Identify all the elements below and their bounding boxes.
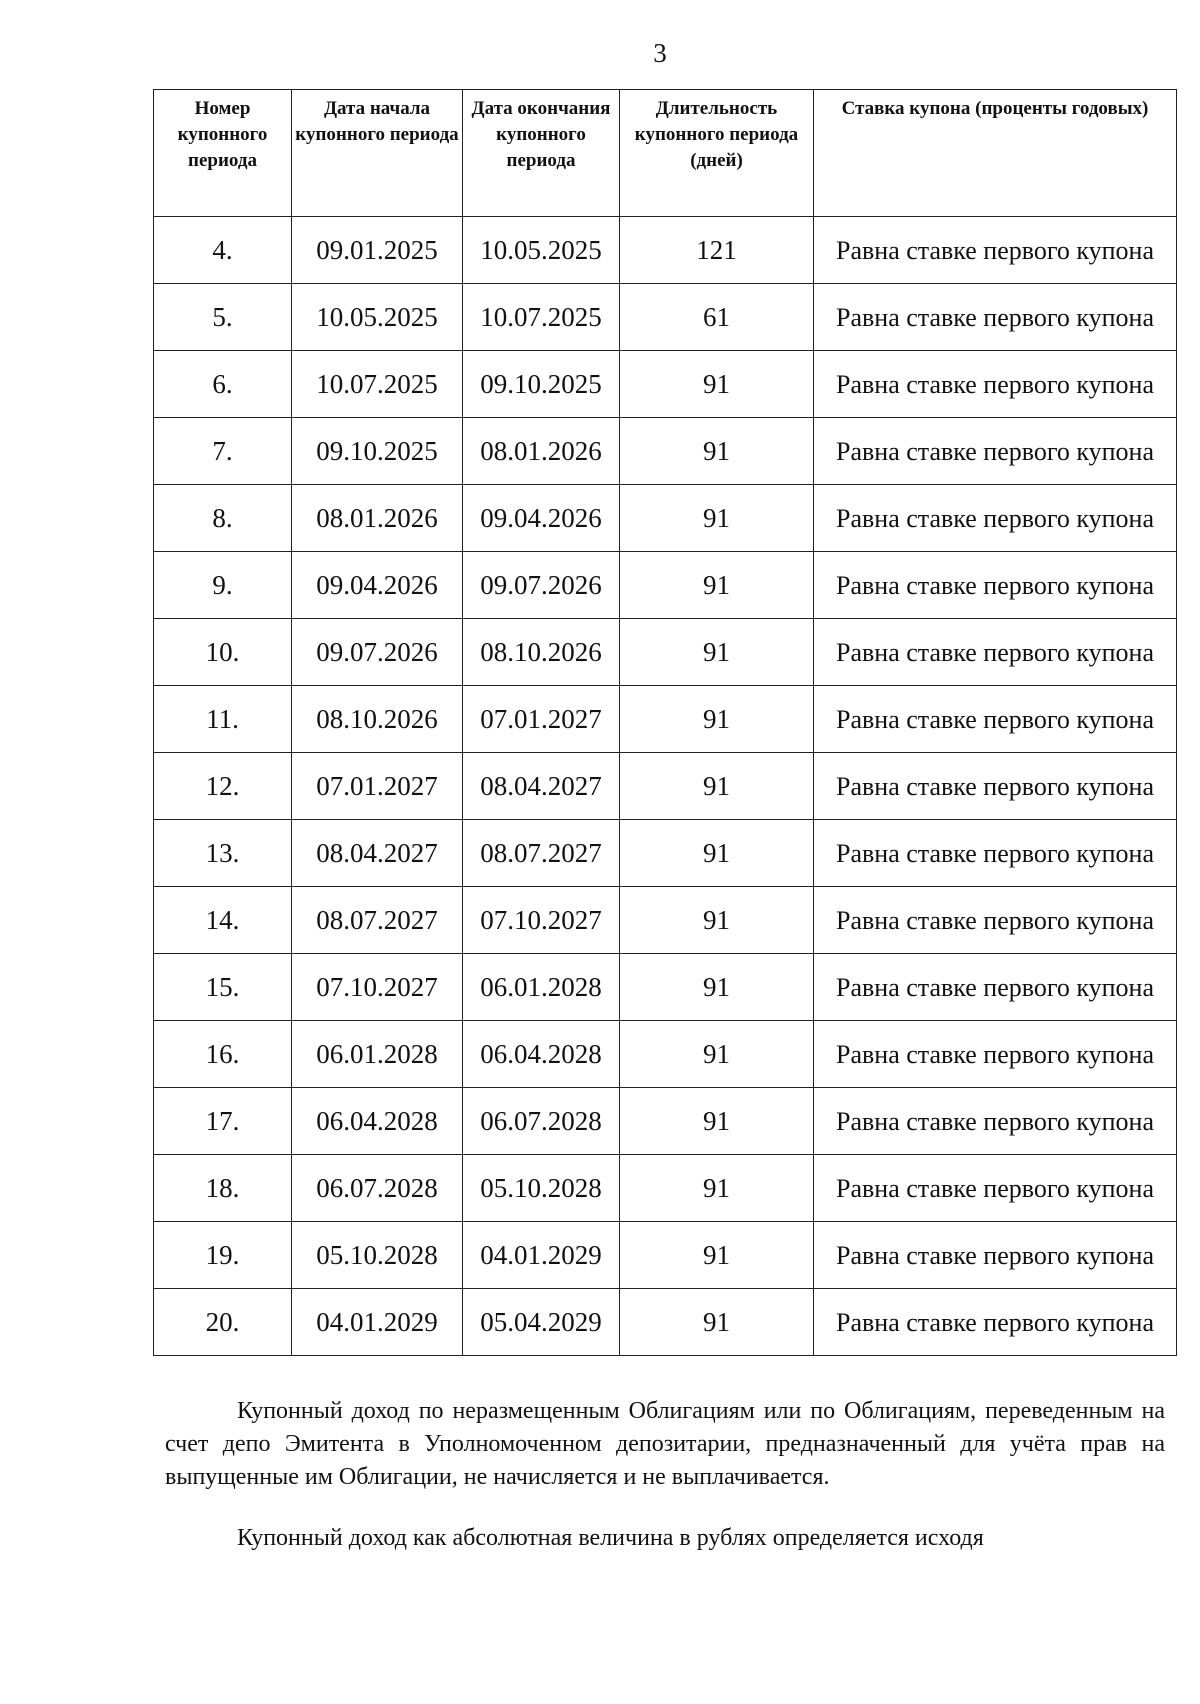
paragraph-text: Купонный доход по неразмещенным Облигациям или по Облигациям, переведенным на счет депо Эмитента в Уполномоченном депозитарии, предназначенный для учёта прав на выпущенные им Облигации, не начисляется и не выплачивается. <box>165 1398 1165 1490</box>
cell-coupon-rate: Равна ставке первого купона <box>814 1155 1177 1222</box>
cell-end-date: 09.04.2026 <box>463 485 620 552</box>
coupon-schedule-table <box>153 89 1177 1356</box>
table-row <box>154 1155 1177 1222</box>
cell-period-number: 6. <box>154 351 292 418</box>
cell-end-date: 10.07.2025 <box>463 284 620 351</box>
cell-coupon-rate: Равна ставке первого купона <box>814 552 1177 619</box>
cell-duration: 91 <box>620 485 814 552</box>
cell-end-date: 10.05.2025 <box>463 217 620 284</box>
cell-duration: 91 <box>620 1289 814 1356</box>
cell-duration: 61 <box>620 284 814 351</box>
cell-start-date: 10.07.2025 <box>292 351 463 418</box>
cell-duration: 91 <box>620 1222 814 1289</box>
cell-end-date: 09.07.2026 <box>463 552 620 619</box>
cell-period-number: 12. <box>154 753 292 820</box>
cell-start-date: 08.07.2027 <box>292 887 463 954</box>
cell-period-number: 9. <box>154 552 292 619</box>
table-row <box>154 1222 1177 1289</box>
table-row <box>154 686 1177 753</box>
cell-duration: 91 <box>620 1155 814 1222</box>
cell-period-number: 13. <box>154 820 292 887</box>
table-row <box>154 351 1177 418</box>
cell-duration: 91 <box>620 1088 814 1155</box>
cell-period-number: 15. <box>154 954 292 1021</box>
table-row <box>154 418 1177 485</box>
table-row <box>154 1289 1177 1356</box>
table-header-row <box>154 90 1177 217</box>
header-period-number: Номер купонного периода <box>154 90 292 217</box>
table-header <box>154 90 1177 217</box>
cell-end-date: 07.01.2027 <box>463 686 620 753</box>
cell-start-date: 09.07.2026 <box>292 619 463 686</box>
cell-coupon-rate: Равна ставке первого купона <box>814 686 1177 753</box>
table-row <box>154 820 1177 887</box>
cell-start-date: 09.01.2025 <box>292 217 463 284</box>
cell-duration: 91 <box>620 820 814 887</box>
cell-coupon-rate: Равна ставке первого купона <box>814 485 1177 552</box>
cell-duration: 91 <box>620 954 814 1021</box>
cell-coupon-rate: Равна ставке первого купона <box>814 753 1177 820</box>
cell-coupon-rate: Равна ставке первого купона <box>814 1289 1177 1356</box>
cell-start-date: 05.10.2028 <box>292 1222 463 1289</box>
cell-end-date: 06.07.2028 <box>463 1088 620 1155</box>
cell-period-number: 5. <box>154 284 292 351</box>
cell-start-date: 07.10.2027 <box>292 954 463 1021</box>
cell-start-date: 06.01.2028 <box>292 1021 463 1088</box>
cell-start-date: 09.04.2026 <box>292 552 463 619</box>
cell-start-date: 06.04.2028 <box>292 1088 463 1155</box>
cell-start-date: 09.10.2025 <box>292 418 463 485</box>
cell-start-date: 07.01.2027 <box>292 753 463 820</box>
cell-duration: 91 <box>620 753 814 820</box>
table-row <box>154 1088 1177 1155</box>
cell-coupon-rate: Равна ставке первого купона <box>814 1088 1177 1155</box>
cell-end-date: 08.01.2026 <box>463 418 620 485</box>
cell-duration: 91 <box>620 552 814 619</box>
header-duration: Длительность купонного периода (дней) <box>620 90 814 217</box>
cell-period-number: 18. <box>154 1155 292 1222</box>
cell-end-date: 07.10.2027 <box>463 887 620 954</box>
cell-period-number: 14. <box>154 887 292 954</box>
cell-period-number: 11. <box>154 686 292 753</box>
table-row <box>154 552 1177 619</box>
cell-coupon-rate: Равна ставке первого купона <box>814 887 1177 954</box>
header-end-date: Дата окончания купонного периода <box>463 90 620 217</box>
cell-coupon-rate: Равна ставке первого купона <box>814 1021 1177 1088</box>
cell-duration: 91 <box>620 418 814 485</box>
cell-start-date: 06.07.2028 <box>292 1155 463 1222</box>
cell-period-number: 10. <box>154 619 292 686</box>
cell-period-number: 7. <box>154 418 292 485</box>
header-coupon-rate: Ставка купона (проценты годовых) <box>814 90 1177 217</box>
cell-start-date: 08.04.2027 <box>292 820 463 887</box>
cell-end-date: 04.01.2029 <box>463 1222 620 1289</box>
table-row <box>154 485 1177 552</box>
cell-period-number: 19. <box>154 1222 292 1289</box>
table-row <box>154 954 1177 1021</box>
cell-end-date: 08.07.2027 <box>463 820 620 887</box>
paragraph-coupon-income-absolute <box>165 1522 1165 1555</box>
cell-duration: 91 <box>620 619 814 686</box>
cell-coupon-rate: Равна ставке первого купона <box>814 284 1177 351</box>
cell-duration: 91 <box>620 887 814 954</box>
cell-start-date: 08.10.2026 <box>292 686 463 753</box>
cell-coupon-rate: Равна ставке первого купона <box>814 1222 1177 1289</box>
table-row <box>154 1021 1177 1088</box>
cell-coupon-rate: Равна ставке первого купона <box>814 217 1177 284</box>
cell-start-date: 04.01.2029 <box>292 1289 463 1356</box>
cell-end-date: 09.10.2025 <box>463 351 620 418</box>
cell-duration: 91 <box>620 686 814 753</box>
page-number: 3 <box>653 38 667 68</box>
cell-end-date: 05.10.2028 <box>463 1155 620 1222</box>
paragraph-text: Купонный доход как абсолютная величина в рублях определяется исходя <box>237 1525 984 1551</box>
cell-coupon-rate: Равна ставке первого купона <box>814 418 1177 485</box>
cell-end-date: 06.01.2028 <box>463 954 620 1021</box>
cell-end-date: 08.04.2027 <box>463 753 620 820</box>
table-row <box>154 284 1177 351</box>
cell-coupon-rate: Равна ставке первого купона <box>814 619 1177 686</box>
cell-start-date: 10.05.2025 <box>292 284 463 351</box>
cell-start-date: 08.01.2026 <box>292 485 463 552</box>
paragraph-coupon-income-unplaced <box>165 1395 1165 1494</box>
cell-period-number: 16. <box>154 1021 292 1088</box>
cell-period-number: 20. <box>154 1289 292 1356</box>
cell-duration: 91 <box>620 351 814 418</box>
cell-coupon-rate: Равна ставке первого купона <box>814 954 1177 1021</box>
cell-period-number: 8. <box>154 485 292 552</box>
cell-end-date: 06.04.2028 <box>463 1021 620 1088</box>
cell-end-date: 08.10.2026 <box>463 619 620 686</box>
table-row <box>154 887 1177 954</box>
cell-duration: 91 <box>620 1021 814 1088</box>
table-row <box>154 217 1177 284</box>
table-row <box>154 619 1177 686</box>
cell-end-date: 05.04.2029 <box>463 1289 620 1356</box>
cell-coupon-rate: Равна ставке первого купона <box>814 351 1177 418</box>
table-body <box>154 217 1177 1356</box>
cell-duration: 121 <box>620 217 814 284</box>
cell-period-number: 4. <box>154 217 292 284</box>
cell-period-number: 17. <box>154 1088 292 1155</box>
header-start-date: Дата начала купонного периода <box>292 90 463 217</box>
table-row <box>154 753 1177 820</box>
cell-coupon-rate: Равна ставке первого купона <box>814 820 1177 887</box>
